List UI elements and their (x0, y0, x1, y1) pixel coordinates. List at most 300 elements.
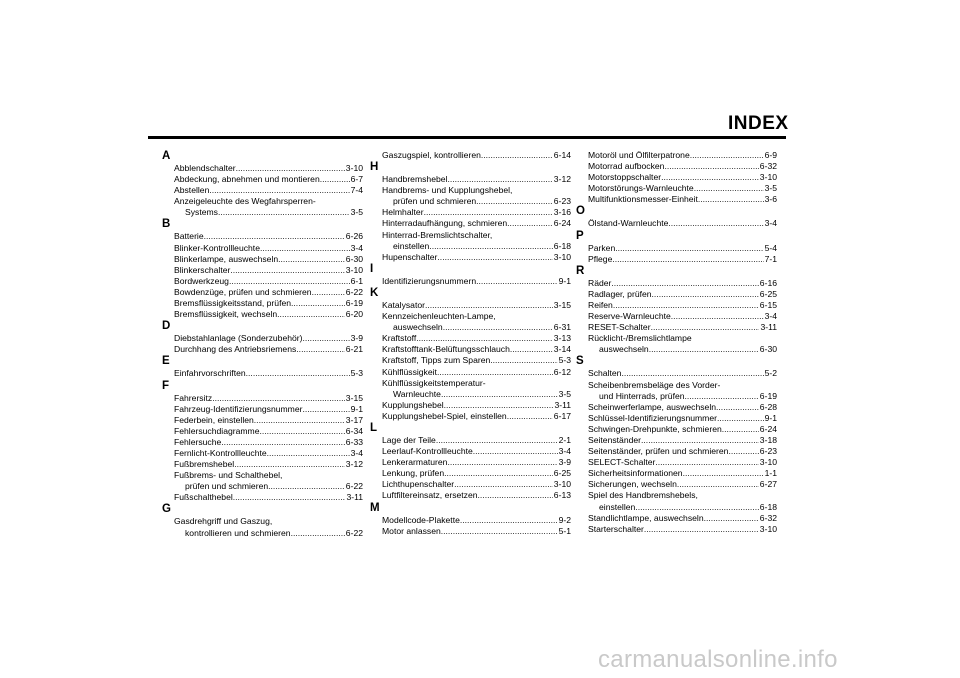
index-page-ref: 3-15 (345, 392, 363, 403)
index-entry-text: Fahrersitz (174, 392, 213, 403)
dot-leader (424, 207, 553, 218)
index-page-ref: 6-18 (759, 501, 777, 512)
index-entry (382, 515, 571, 526)
index-letter-heading: O (576, 205, 585, 218)
index-page-ref: 3-13 (553, 333, 571, 344)
index-entry-text: Seitenständer (588, 434, 642, 445)
dot-leader (296, 344, 345, 355)
index-page-ref: 6-20 (345, 309, 363, 320)
index-page-ref: 6-27 (759, 479, 777, 490)
index-entry-text: Fußbremshebel (174, 459, 235, 470)
index-page-ref: 6-18 (553, 240, 571, 251)
index-entry (588, 424, 777, 435)
index-letter-heading: I (370, 262, 374, 275)
dot-leader (291, 528, 345, 539)
index-page-ref: 5-1 (558, 525, 571, 536)
index-entry-text: Motoröl und Ölfilterpatrone (588, 150, 690, 160)
index-entry (588, 413, 777, 424)
index-entry (588, 490, 777, 501)
index-entry (174, 481, 363, 492)
index-letter-heading: A (162, 150, 171, 162)
index-page-ref: 6-33 (345, 436, 363, 447)
dot-leader (460, 515, 558, 526)
dot-leader (644, 524, 759, 535)
index-entry-text: Starterschalter (588, 523, 644, 534)
index-entry-text: Schalten (588, 368, 622, 379)
index-entry (174, 309, 363, 320)
index-entry-text: Ölstand-Warnleuchte (588, 218, 669, 229)
index-page-ref: 3-4 (764, 218, 777, 229)
index-entry-text: und Hinterrads, prüfen (599, 390, 685, 401)
index-page-ref: 6-32 (759, 161, 777, 172)
index-entry (382, 207, 571, 218)
index-entry-text: prüfen und schmieren (185, 481, 269, 492)
index-page-ref: 3-10 (553, 251, 571, 262)
index-page-ref: 6-15 (759, 299, 777, 310)
index-entry (382, 389, 571, 400)
dot-leader (436, 435, 558, 446)
index-entry-text: Blinker-Kontrollleuchte (174, 242, 260, 253)
dot-leader (481, 150, 553, 161)
dot-leader (507, 218, 553, 229)
index-entry (382, 367, 571, 378)
index-entry-text: Scheinwerferlampe, auswechseln (588, 401, 717, 412)
dot-leader (728, 446, 758, 457)
index-entry (382, 185, 571, 196)
index-entry (588, 194, 777, 205)
index-entry (174, 516, 363, 527)
index-entry-text: Batterie (174, 231, 204, 242)
index-entry-text: Reifen (588, 299, 613, 310)
index-entry (174, 459, 363, 470)
index-entry-text: Scheibenbremsbeläge des Vorder- (588, 379, 721, 390)
index-page-ref: 6-24 (553, 218, 571, 229)
dot-leader (704, 513, 759, 524)
index-page-ref: 3-4 (558, 446, 571, 457)
index-entry (382, 252, 571, 263)
dot-leader (677, 479, 759, 490)
index-entry-text: Fußschalthebel (174, 492, 233, 503)
index-entry-text: einstellen (599, 501, 636, 512)
index-entry-text: Motor anlassen (382, 525, 441, 536)
index-entry-text: Fernlicht-Kontrollleuchte (174, 447, 267, 458)
index-page-ref: 3-9 (558, 457, 571, 468)
index-page-ref: 3-4 (764, 311, 777, 322)
index-entry (588, 524, 777, 535)
index-page-ref: 6-31 (553, 322, 571, 333)
index-entry (588, 243, 777, 254)
dot-leader (209, 185, 349, 196)
dot-leader (698, 194, 764, 205)
index-letter-heading: L (370, 421, 378, 434)
dot-leader (490, 355, 557, 366)
dot-leader (230, 265, 344, 276)
index-entry-text: Gaszugspiel, kontrollieren (382, 150, 481, 160)
index-entry-text: Warnleuchte (393, 388, 441, 399)
index-entry-text: Diebstahlanlage (Sonderzubehör) (174, 333, 303, 344)
index-entry (174, 243, 363, 254)
index-entry (174, 404, 363, 415)
dot-leader (441, 389, 558, 400)
index-page-ref: 6-19 (345, 298, 363, 309)
dot-leader (303, 333, 350, 344)
index-page-ref: 6-22 (345, 481, 363, 492)
index-entry (174, 470, 363, 481)
dot-leader (447, 457, 557, 468)
index-entry-text: Lenkerarmaturen (382, 457, 448, 468)
dot-leader (429, 241, 552, 252)
dot-leader (277, 309, 345, 320)
index-entry (174, 185, 363, 196)
index-entry-text: einstellen (393, 240, 430, 251)
index-entry-text: Gasdrehgriff und Gaszug, (174, 516, 273, 527)
index-page-ref: 6-30 (345, 253, 363, 264)
index-entry-text: Katalysator (382, 299, 425, 310)
index-entry-text: Kraftstoff (382, 333, 417, 344)
index-entry-text: Abstellen (174, 185, 210, 196)
index-entry (588, 435, 777, 446)
index-entry (588, 502, 777, 513)
index-entry-text: Identifizierungsnummern (382, 275, 477, 286)
dot-leader (671, 311, 764, 322)
index-entry-text: prüfen und schmieren (393, 196, 477, 207)
index-page-ref: 3-10 (759, 457, 777, 468)
dot-leader (722, 424, 759, 435)
index-page-ref: 6-23 (553, 196, 571, 207)
index-entry (588, 402, 777, 413)
index-entry (174, 276, 363, 287)
index-entry (382, 435, 571, 446)
dot-leader (717, 413, 764, 424)
index-entry (588, 278, 777, 289)
index-entry-text: Kupplungshebel (382, 399, 444, 410)
index-column-2 (370, 150, 571, 537)
index-entry-text: Motorstoppschalter (588, 172, 662, 183)
index-page-ref: 3-18 (759, 434, 777, 445)
index-letter-heading: H (370, 161, 379, 174)
index-entry-text: Abblendschalter (174, 163, 236, 173)
index-page-ref: 6-22 (345, 527, 363, 538)
index-page-ref: 3-10 (345, 163, 363, 173)
index-entry-text: Systems (185, 207, 218, 218)
index-entry (588, 513, 777, 524)
title-rule (148, 136, 786, 139)
dot-leader (655, 457, 758, 468)
index-page-ref: 3-17 (345, 414, 363, 425)
index-entry-text: Bremsflüssigkeitsstand, prüfen (174, 298, 292, 309)
dot-leader (278, 254, 345, 265)
index-column-3 (576, 150, 777, 535)
index-page-ref: 6-17 (553, 410, 571, 421)
index-entry-text: Rücklicht-/Bremslichtlampe (588, 333, 692, 344)
index-entry-text: Radlager, prüfen (588, 288, 652, 299)
index-entry-text: Sicherungen, wechseln (588, 479, 677, 490)
index-entry (174, 287, 363, 298)
index-entry (382, 400, 571, 411)
dot-leader (615, 243, 763, 254)
index-page-ref: 5-2 (764, 368, 777, 379)
index-entry (174, 448, 363, 459)
index-entry-text: Abdeckung, abnehmen und montieren (174, 174, 320, 185)
dot-leader (612, 254, 763, 265)
index-entry-text: Lenkung, prüfen (382, 468, 445, 479)
dot-leader (683, 468, 764, 479)
index-entry-text: kontrollieren und schmieren (185, 527, 291, 538)
index-letter-heading: F (162, 379, 170, 392)
index-page-ref: 1-1 (764, 468, 777, 479)
dot-leader (685, 391, 759, 402)
index-entry-text: Schwingen-Drehpunkte, schmieren (588, 423, 722, 434)
dot-leader (443, 322, 553, 333)
index-letter-heading: R (576, 264, 585, 277)
index-entry-text: Motorrad aufbocken (588, 161, 665, 172)
index-letter-heading: K (370, 286, 379, 299)
dot-leader (716, 402, 759, 413)
index-entry-text: Motorstörungs-Warnleuchte (588, 183, 694, 194)
index-entry-text: Anzeigeleuchte des Wegfahrsperren- (174, 196, 316, 207)
index-entry (174, 437, 363, 448)
dot-leader (212, 393, 345, 404)
index-entry-text: Leerlauf-Kontrollleuchte (382, 446, 473, 457)
dot-leader (664, 161, 758, 172)
dot-leader (651, 322, 760, 333)
index-entry (174, 333, 363, 344)
dot-leader (267, 448, 350, 459)
index-page-ref: 9-1 (558, 275, 571, 286)
index-letter-heading: M (370, 501, 380, 514)
index-entry (588, 344, 777, 355)
index-page-ref: 7-4 (350, 185, 363, 196)
index-page-ref: 6-22 (345, 286, 363, 297)
index-entry-text: auswechseln (599, 344, 649, 355)
dot-leader (229, 276, 350, 287)
index-entry (382, 378, 571, 389)
index-page-ref: 5-3 (350, 368, 363, 379)
index-entry (174, 344, 363, 355)
index-page-ref: 6-14 (553, 150, 571, 160)
index-entry-text: Pflege (588, 253, 613, 264)
dot-leader (312, 287, 345, 298)
index-page-ref: 6-34 (345, 425, 363, 436)
index-page-ref: 3-11 (554, 399, 571, 410)
index-entry-text: Helmhalter (382, 207, 424, 218)
index-entry-text: Fahrzeug-Identifizierungsnummer (174, 403, 303, 414)
index-page-ref: 3-10 (345, 264, 363, 275)
dot-leader (454, 479, 553, 490)
index-entry-text: Kühlflüssigkeitstemperatur- (382, 377, 486, 388)
index-entry (588, 391, 777, 402)
index-entry (588, 218, 777, 229)
dot-leader (641, 435, 759, 446)
index-entry (588, 333, 777, 344)
dot-leader (694, 183, 764, 194)
index-entry (174, 231, 363, 242)
index-entry (174, 207, 363, 218)
dot-leader (668, 218, 763, 229)
index-entry-text: Luftfiltereinsatz, ersetzen (382, 490, 478, 501)
index-entry-text: Blinkerschalter (174, 264, 231, 275)
page-title: INDEX (728, 113, 789, 134)
index-page-ref: 3-9 (350, 333, 363, 344)
index-entry-text: Sicherheitsinformationen (588, 468, 683, 479)
dot-leader (652, 289, 759, 300)
dot-leader (611, 278, 758, 289)
index-entry (174, 415, 363, 426)
dot-leader (320, 174, 350, 185)
index-entry (382, 411, 571, 422)
index-entry (382, 300, 571, 311)
index-entry (588, 311, 777, 322)
index-letter-heading: P (576, 229, 584, 242)
dot-leader (218, 207, 350, 218)
dot-leader (254, 415, 345, 426)
dot-leader (441, 526, 558, 537)
index-entry (382, 355, 571, 366)
index-entry (174, 492, 363, 503)
index-entry (382, 333, 571, 344)
index-entry (382, 479, 571, 490)
index-entry (382, 196, 571, 207)
index-entry (174, 426, 363, 437)
index-page-ref: 3-5 (558, 388, 571, 399)
index-page-ref: 6-30 (759, 344, 777, 355)
dot-leader (447, 174, 552, 185)
index-page-ref: 3-15 (553, 299, 571, 310)
dot-leader (221, 437, 345, 448)
index-entry (588, 380, 777, 391)
index-page-ref: 3-10 (759, 523, 777, 534)
index-page-ref: 9-1 (764, 412, 777, 423)
index-entry (588, 289, 777, 300)
index-entry (588, 468, 777, 479)
index-entry-text: Handbremshebel (382, 174, 448, 185)
index-entry (174, 393, 363, 404)
index-page-ref: 7-1 (764, 253, 777, 264)
index-entry-text: Kraftstoff, Tipps zum Sparen (382, 355, 491, 366)
index-entry-text: Fehlersuchdiagramme (174, 425, 260, 436)
index-page-ref: 3-16 (553, 207, 571, 218)
dot-leader (416, 333, 553, 344)
dot-leader (303, 404, 350, 415)
index-page-ref: 6-28 (759, 401, 777, 412)
index-page-ref: 5-3 (558, 355, 571, 366)
index-entry-text: Blinkerlampe, auswechseln (174, 253, 279, 264)
index-page-ref: 6-25 (553, 468, 571, 479)
dot-leader (476, 276, 557, 287)
index-entry (588, 479, 777, 490)
index-entry (588, 368, 777, 379)
index-entry (588, 161, 777, 172)
index-entry-text: Hinterradaufhängung, schmieren (382, 218, 508, 229)
index-entry-text: Lage der Teile (382, 434, 436, 445)
index-entry (174, 163, 363, 174)
dot-leader (510, 344, 553, 355)
index-page-ref: 5-4 (764, 242, 777, 253)
index-page-ref: 6-7 (350, 174, 363, 185)
index-page-ref: 3-14 (553, 344, 571, 355)
index-entry (382, 468, 571, 479)
index-entry (382, 322, 571, 333)
index-page-ref: 3-10 (759, 172, 777, 183)
index-page-ref: 6-24 (759, 423, 777, 434)
index-entry (588, 183, 777, 194)
index-entry-text: Federbein, einstellen (174, 414, 254, 425)
dot-leader (473, 446, 558, 457)
index-entry-text: Bowdenzüge, prüfen und schmieren (174, 286, 312, 297)
dot-leader (507, 411, 553, 422)
index-letter-heading: S (576, 355, 584, 368)
dot-leader (425, 300, 553, 311)
index-page-ref: 3-10 (553, 479, 571, 490)
index-entry (588, 300, 777, 311)
index-page-ref: 6-26 (345, 231, 363, 242)
index-entry-text: Spiel des Handbremshebels, (588, 490, 698, 501)
index-page-ref: 6-13 (553, 490, 571, 501)
index-entry-text: Fehlersuche (174, 436, 222, 447)
dot-leader (233, 492, 346, 503)
dot-leader (236, 163, 345, 174)
index-entry (382, 311, 571, 322)
index-page-ref: 6-12 (553, 366, 571, 377)
index-entry (588, 150, 777, 161)
index-entry (382, 230, 571, 241)
index-entry (382, 174, 571, 185)
index-entry-text: Multifunktionsmesser-Einheit (588, 194, 698, 205)
index-page-ref: 6-25 (759, 288, 777, 299)
index-entry-text: Räder (588, 277, 612, 288)
dot-leader (204, 231, 345, 242)
index-entry (382, 276, 571, 287)
index-entry-text: Hinterrad-Bremslichtschalter, (382, 229, 493, 240)
index-entry (588, 446, 777, 457)
index-entry (382, 218, 571, 229)
index-entry (382, 446, 571, 457)
index-entry-text: Bordwerkzeug (174, 275, 229, 286)
index-entry-text: auswechseln (393, 322, 443, 333)
index-entry-text: Handbrems- und Kupplungshebel, (382, 185, 513, 196)
index-page-ref: 3-12 (345, 459, 363, 470)
index-entry (382, 241, 571, 252)
index-page-ref: 9-2 (558, 514, 571, 525)
index-page-ref: 9-1 (350, 403, 363, 414)
dot-leader (444, 468, 553, 479)
index-page-ref: 6-9 (764, 150, 777, 160)
dot-leader (649, 344, 759, 355)
index-entry (382, 150, 571, 161)
index-entry-text: Modellcode-Plakette (382, 514, 460, 525)
index-entry-text: Reserve-Warnleuchte (588, 311, 671, 322)
index-page-ref: 3-12 (553, 174, 571, 185)
index-entry (174, 196, 363, 207)
index-entry-text: Kühlflüssigkeit (382, 366, 437, 377)
dot-leader (444, 400, 554, 411)
index-entry (174, 368, 363, 379)
index-entry-text: Einfahrvorschriften (174, 368, 246, 379)
index-entry (588, 172, 777, 183)
dot-leader (621, 368, 763, 379)
dot-leader (690, 150, 764, 161)
index-entry-text: RESET-Schalter (588, 322, 651, 333)
index-entry-text: Fußbrems- und Schalthebel, (174, 470, 283, 481)
watermark: carmanualsonline.info (598, 646, 838, 673)
index-entry-text: Bremsflüssigkeit, wechseln (174, 309, 278, 320)
index-entry (588, 457, 777, 468)
index-entry (382, 344, 571, 355)
index-page-ref: 2-1 (558, 434, 571, 445)
index-page-ref: 6-19 (759, 390, 777, 401)
dot-leader (613, 300, 759, 311)
dot-leader (437, 252, 552, 263)
